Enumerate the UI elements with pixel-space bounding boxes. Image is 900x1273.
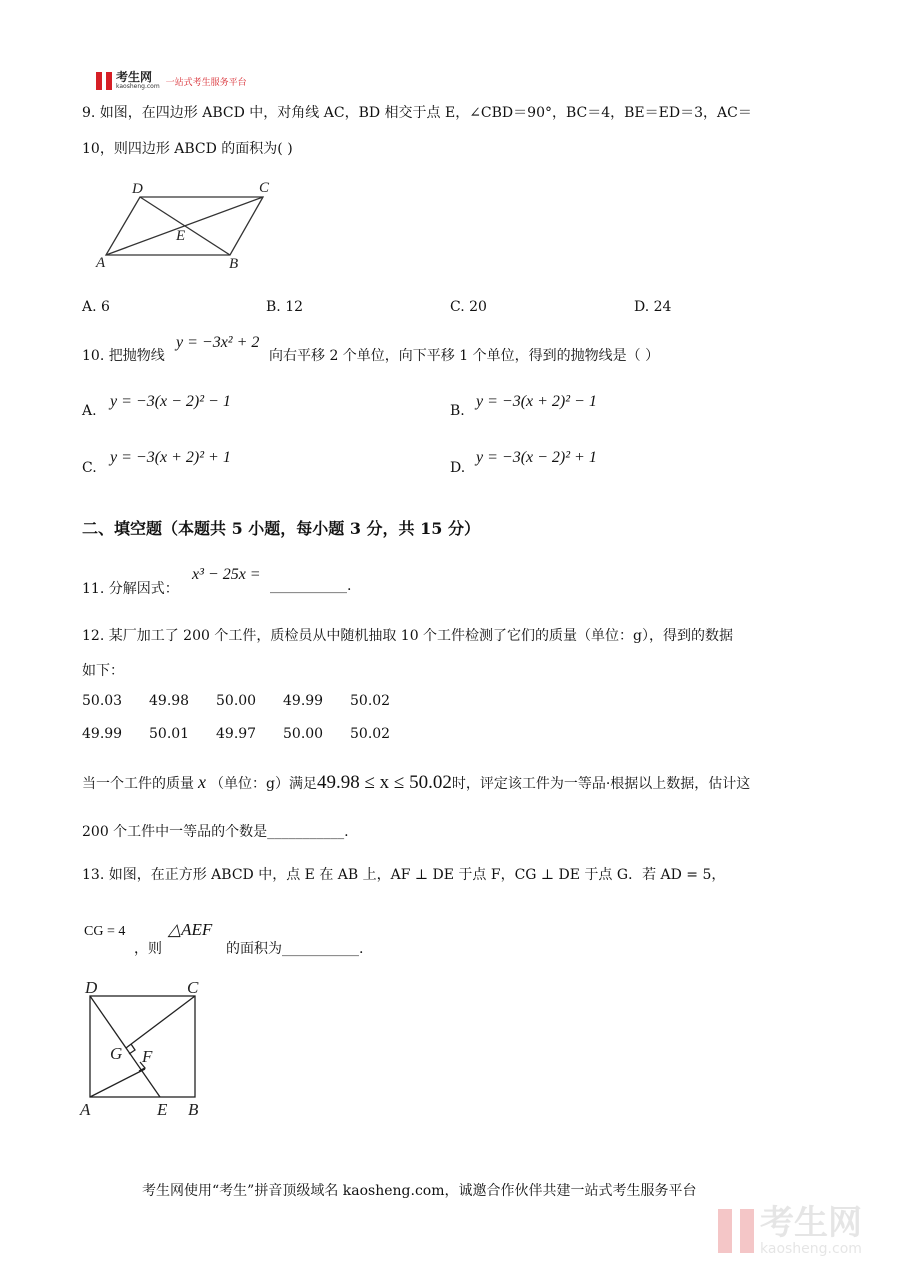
watermark-domain: kaosheng.com (760, 1241, 862, 1257)
q12-text: 时，评定该工件为一等品·根据以上数据，估计这 (451, 776, 751, 792)
q10-option-c: y = −3(x + 2)² + 1 (110, 449, 231, 466)
q10-prefix: 10. 把抛物线 (82, 348, 165, 364)
q10-option-a-letter: A. (82, 403, 97, 419)
data-cell: 49.98 (149, 693, 190, 709)
q10-option-d-letter: D. (450, 460, 466, 476)
q11-blank: ___________. (270, 578, 352, 594)
data-cell: 49.99 (82, 726, 123, 742)
watermark-logo (718, 1205, 862, 1257)
q12-text: 当一个工件的质量 (82, 776, 194, 792)
q9-line1: 9. 如图，在四边形 ABCD 中，对角线 AC，BD 相交于点 E，∠CBD＝90°，BC＝4，BE＝ED＝3，AC＝ (82, 105, 752, 121)
q9-option-d: D. 24 (634, 299, 672, 315)
q9-option-a: A. 6 (82, 299, 110, 315)
q12-line2: 如下： (82, 663, 124, 679)
data-cell: 50.03 (82, 693, 123, 709)
q9-option-c: C. 20 (450, 299, 487, 315)
q10-option-d: y = −3(x − 2)² + 1 (476, 449, 597, 466)
label-d: D (132, 181, 143, 197)
q9-option-b: B. 12 (266, 299, 304, 315)
q12-line1: 12. 某厂加工了 200 个工件，质检员从中随机抽取 10 个工件检测了它们的质量（单位：g），得到的数据 (82, 628, 734, 644)
data-cell: 50.01 (149, 726, 190, 742)
label-e: E (176, 228, 186, 244)
logo-slogan: 一站式考生服务平台 (165, 77, 247, 88)
q10-expr: y = −3x² + 2 (176, 334, 260, 351)
q13-triangle: △AEF (168, 920, 213, 939)
q11-prefix: 11. 分解因式： (82, 581, 179, 597)
label-a: A (96, 255, 106, 271)
label-g: G (110, 1044, 123, 1063)
label-f: F (142, 1047, 153, 1066)
q9-figure (0, 0, 900, 300)
q13-tail: 的面积为___________. (226, 941, 364, 957)
footer-text: 考生网使用“考生”拼音顶级域名 kaosheng.com，诚邀合作伙伴共建一站式考生服务平台 (142, 1183, 697, 1199)
q12-inequality: 49.98 ≤ x ≤ 50.02 (316, 772, 452, 793)
label-a: A (80, 1100, 91, 1119)
q13-cg: CG = 4 (84, 924, 126, 939)
q10-option-b-letter: B. (450, 403, 465, 419)
q12-line3 (82, 772, 750, 794)
watermark-name: 考生网 (760, 1203, 862, 1243)
q10-suffix: 向右平移 2 个单位，向下平移 1 个单位，得到的抛物线是（ ） (269, 348, 660, 364)
q12-var: x (198, 772, 206, 792)
q10-option-a: y = −3(x − 2)² − 1 (110, 393, 231, 410)
q10-option-c-letter: C. (82, 460, 97, 476)
section2-title: 二、填空题（本题共 5 小题，每小题 3 分，共 15 分） (82, 519, 480, 538)
q10-option-b: y = −3(x + 2)² − 1 (476, 393, 597, 410)
q13-line1: 13. 如图，在正方形 ABCD 中，点 E 在 AB 上，AF ⊥ DE 于点 F，CG ⊥ DE 于点 G．若 AD = 5， (82, 867, 726, 883)
label-c: C (259, 180, 270, 196)
data-cell: 50.00 (283, 726, 324, 742)
label-c: C (187, 978, 199, 997)
diagonal-bd (140, 197, 230, 255)
q9-line2: 10，则四边形 ABCD 的面积为( ) (82, 141, 293, 157)
label-b: B (229, 256, 239, 272)
data-cell: 49.99 (283, 693, 324, 709)
logo-name: 考生网 (116, 70, 153, 84)
q12-text: （单位：g）满足 (210, 776, 317, 792)
label-d: D (85, 978, 98, 997)
data-cell: 50.00 (216, 693, 257, 709)
label-e: E (157, 1100, 168, 1119)
label-b: B (188, 1100, 199, 1119)
segment-af (90, 1069, 145, 1097)
segment-cg (126, 996, 195, 1048)
q11-expr: x³ − 25x = (192, 566, 261, 583)
watermark-mark-icon (718, 1209, 754, 1253)
data-cell: 50.02 (350, 726, 391, 742)
q12-line4: 200 个工件中一等品的个数是___________. (82, 824, 349, 840)
q13-then: ，则 (134, 941, 162, 957)
data-cell: 50.02 (350, 693, 391, 709)
q13-figure (0, 960, 260, 1130)
logo-domain: kaosheng.com (116, 83, 160, 90)
data-cell: 49.97 (216, 726, 257, 742)
